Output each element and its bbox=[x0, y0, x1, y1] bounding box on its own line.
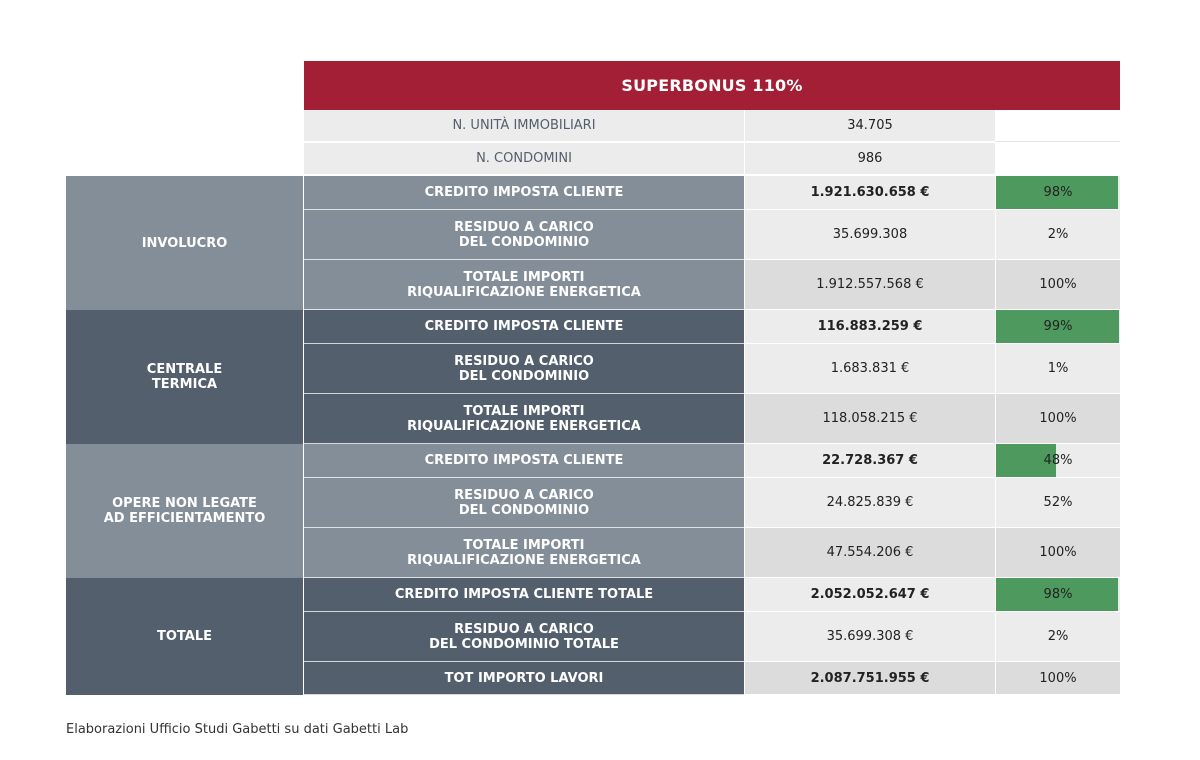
row-percent bbox=[996, 528, 1120, 578]
row-label: TOT IMPORTO LAVORI bbox=[304, 662, 744, 695]
table-row bbox=[304, 310, 1120, 344]
table-row bbox=[304, 578, 1120, 612]
divider bbox=[995, 141, 1120, 142]
percent-text: 100% bbox=[1039, 545, 1077, 560]
row-value: 24.825.839 € bbox=[745, 478, 995, 528]
group-centrale-termica bbox=[66, 310, 1120, 444]
group-involucro bbox=[66, 176, 1120, 310]
row-value: 1.683.831 € bbox=[745, 344, 995, 394]
percent-text: 100% bbox=[1039, 277, 1077, 292]
row-value: 116.883.259 € bbox=[745, 310, 995, 344]
row-percent bbox=[996, 344, 1120, 394]
row-percent bbox=[996, 260, 1120, 310]
percent-text: 100% bbox=[1039, 411, 1077, 426]
info-row-units bbox=[304, 110, 1120, 142]
table-row bbox=[304, 444, 1120, 478]
table-header: SUPERBONUS 110% bbox=[304, 61, 1120, 110]
row-value: 35.699.308 € bbox=[745, 612, 995, 662]
percent-text: 1% bbox=[1047, 361, 1069, 376]
row-percent bbox=[996, 478, 1120, 528]
row-percent bbox=[996, 210, 1120, 260]
percent-text: 98% bbox=[1043, 587, 1073, 602]
group-label: OPERE NON LEGATE AD EFFICIENTAMENTO bbox=[66, 444, 303, 578]
row-label: TOTALE IMPORTI RIQUALIFICAZIONE ENERGETICA bbox=[304, 394, 744, 444]
row-percent bbox=[996, 310, 1120, 344]
row-value: 118.058.215 € bbox=[745, 394, 995, 444]
row-label: TOTALE IMPORTI RIQUALIFICAZIONE ENERGETICA bbox=[304, 260, 744, 310]
row-value: 22.728.367 € bbox=[745, 444, 995, 478]
table-row bbox=[304, 176, 1120, 210]
row-percent bbox=[996, 612, 1120, 662]
percent-text: 98% bbox=[1043, 185, 1073, 200]
percent-text: 52% bbox=[1043, 495, 1073, 510]
group-opere-non-legate bbox=[66, 444, 1120, 578]
row-value: 2.087.751.955 € bbox=[745, 662, 995, 695]
table-row bbox=[304, 528, 1120, 578]
row-label: RESIDUO A CARICO DEL CONDOMINIO TOTALE bbox=[304, 612, 744, 662]
row-percent bbox=[996, 176, 1120, 210]
table-row bbox=[304, 478, 1120, 528]
source-caption: Elaborazioni Ufficio Studi Gabetti su dati Gabetti Lab bbox=[66, 722, 409, 737]
row-value: 47.554.206 € bbox=[745, 528, 995, 578]
table-row bbox=[304, 210, 1120, 260]
group-totale bbox=[66, 578, 1120, 695]
table-row bbox=[304, 662, 1120, 695]
row-value: 1.921.630.658 € bbox=[745, 176, 995, 210]
percent-text: 99% bbox=[1043, 319, 1073, 334]
row-label: RESIDUO A CARICO DEL CONDOMINIO bbox=[304, 478, 744, 528]
row-percent bbox=[996, 578, 1120, 612]
row-percent bbox=[996, 662, 1120, 695]
percent-text: 2% bbox=[1047, 227, 1069, 242]
percent-text: 2% bbox=[1047, 629, 1069, 644]
row-label: CREDITO IMPOSTA CLIENTE bbox=[304, 310, 744, 344]
row-value: 2.052.052.647 € bbox=[745, 578, 995, 612]
group-label: TOTALE bbox=[66, 578, 303, 695]
info-value: 34.705 bbox=[745, 110, 995, 142]
row-percent bbox=[996, 444, 1120, 478]
table-row bbox=[304, 394, 1120, 444]
row-label: RESIDUO A CARICO DEL CONDOMINIO bbox=[304, 210, 744, 260]
row-percent bbox=[996, 394, 1120, 444]
table-row bbox=[304, 260, 1120, 310]
row-label: CREDITO IMPOSTA CLIENTE bbox=[304, 176, 744, 210]
info-row-condomini bbox=[304, 143, 1120, 175]
row-label: TOTALE IMPORTI RIQUALIFICAZIONE ENERGETICA bbox=[304, 528, 744, 578]
row-value: 35.699.308 bbox=[745, 210, 995, 260]
table-row bbox=[304, 612, 1120, 662]
percent-text: 100% bbox=[1039, 670, 1077, 686]
group-label: INVOLUCRO bbox=[66, 176, 303, 310]
info-value: 986 bbox=[745, 143, 995, 175]
percent-text: 48% bbox=[1043, 453, 1073, 468]
info-label: N. CONDOMINI bbox=[304, 143, 744, 175]
row-label: CREDITO IMPOSTA CLIENTE TOTALE bbox=[304, 578, 744, 612]
table-row bbox=[304, 344, 1120, 394]
row-label: RESIDUO A CARICO DEL CONDOMINIO bbox=[304, 344, 744, 394]
info-label: N. UNITÀ IMMOBILIARI bbox=[304, 110, 744, 142]
row-label: CREDITO IMPOSTA CLIENTE bbox=[304, 444, 744, 478]
row-value: 1.912.557.568 € bbox=[745, 260, 995, 310]
group-label: CENTRALE TERMICA bbox=[66, 310, 303, 444]
